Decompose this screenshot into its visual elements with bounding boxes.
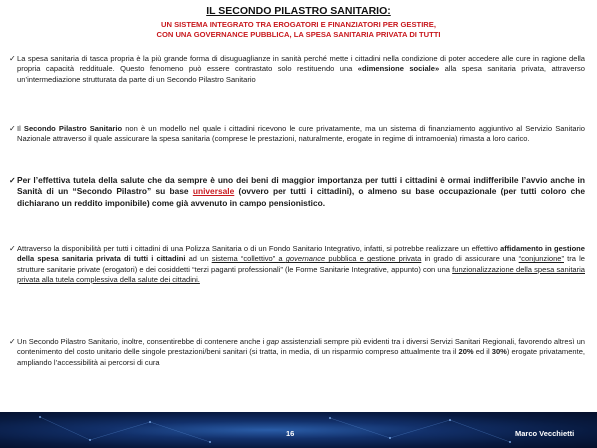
check-icon: ✓ [9, 337, 16, 346]
bullet-2 [9, 124, 585, 145]
bullet-1-text: La spesa sanitaria di tasca propria è la più grande forma di disuguaglianze in sanità perché mette i cittadini nella condizione di poter accedere alle cure in ragione della propria capacità reddituale. Questo fenomeno può essere contrastato solo restituendo una «dimensione sociale» alla spesa sanitaria privata, attraverso un’intermediazione strutturata da parte di un Secondo Pilastro Sanitario [17, 54, 586, 84]
author-name: Marco Vecchietti [515, 429, 575, 438]
check-icon: ✓ [9, 244, 16, 253]
check-icon: ✓ [9, 176, 16, 185]
bullet-4 [9, 244, 585, 285]
footer-banner [0, 412, 597, 448]
check-icon: ✓ [9, 54, 16, 63]
bullet-3-text: Per l’effettiva tutela della salute che da sempre è uno dei beni di maggior importanza per tutti i cittadini è ormai indifferibile l’avvio anche in Sanità di un “Secondo Pilastro” su base universale (ovvero per tutti i cittadini), o almeno su base occupazionale (per tutti coloro che dichiarano un reddito imponibile) come già avvenuto in campo pensionistico. [17, 175, 585, 208]
bullet-2-text: Il Secondo Pilastro Sanitario non è un modello nel quale i cittadini ricevono le cure privatamente, ma un sistema di finanziamento aggiuntivo al Servizio Sanitario Nazionale attraverso il quale assicurare la spesa sanitaria (comprese le prestazioni, naturalmente, erogate in regime di intramoenia) rimasta a loro carico. [17, 124, 585, 144]
bullet-4-text: Attraverso la disponibilità per tutti i cittadini di una Polizza Sanitaria o di un Fondo Sanitario Integrativo, infatti, si potrebbe realizzare un effettivo affidamento in gestione della spesa sanitaria privata di tutti i cittadini ad un sistema “collettivo” a governance pubblica e gestione privata in grado di assicurare una “conjunzione” tra le strutture sanitarie private (erogatori) e dei cosiddetti “terzi paganti professionali” (le Forme Sanitarie Integrative, appunto) con una funzionalizzazione della spesa sanitaria privata alla tutela complessiva della salute dei cittadini. [17, 244, 585, 284]
slide-subtitle-line2: CON UNA GOVERNANCE PUBBLICA, LA SPESA SANITARIA PRIVATA DI TUTTI [156, 30, 441, 39]
bullet-1 [9, 54, 585, 85]
bullet-5 [9, 337, 585, 368]
page-number: 16 [286, 429, 295, 438]
network-pattern-icon [0, 412, 597, 448]
slide-title: IL SECONDO PILASTRO SANITARIO: [206, 5, 391, 17]
bullet-3 [9, 175, 585, 209]
slide-subtitle-line1: UN SISTEMA INTEGRATO TRA EROGATORI E FINANZIATORI PER GESTIRE, [161, 20, 436, 29]
bullet-5-text: Un Secondo Pilastro Sanitario, inoltre, consentirebbe di contenere anche i gap assistenziali sempre più evidenti tra i diversi Servizi Sanitari Regionali, favorendo altresì un contenimento del costo unitario delle singole prestazioni/beni sanitari (si tratta, in media, di un risparmio compreso attualmente tra il 20% ed il 30%) erogate privatamente, ampliando l’accessibilità ai percorsi di cura [17, 337, 585, 367]
check-icon: ✓ [9, 124, 16, 133]
